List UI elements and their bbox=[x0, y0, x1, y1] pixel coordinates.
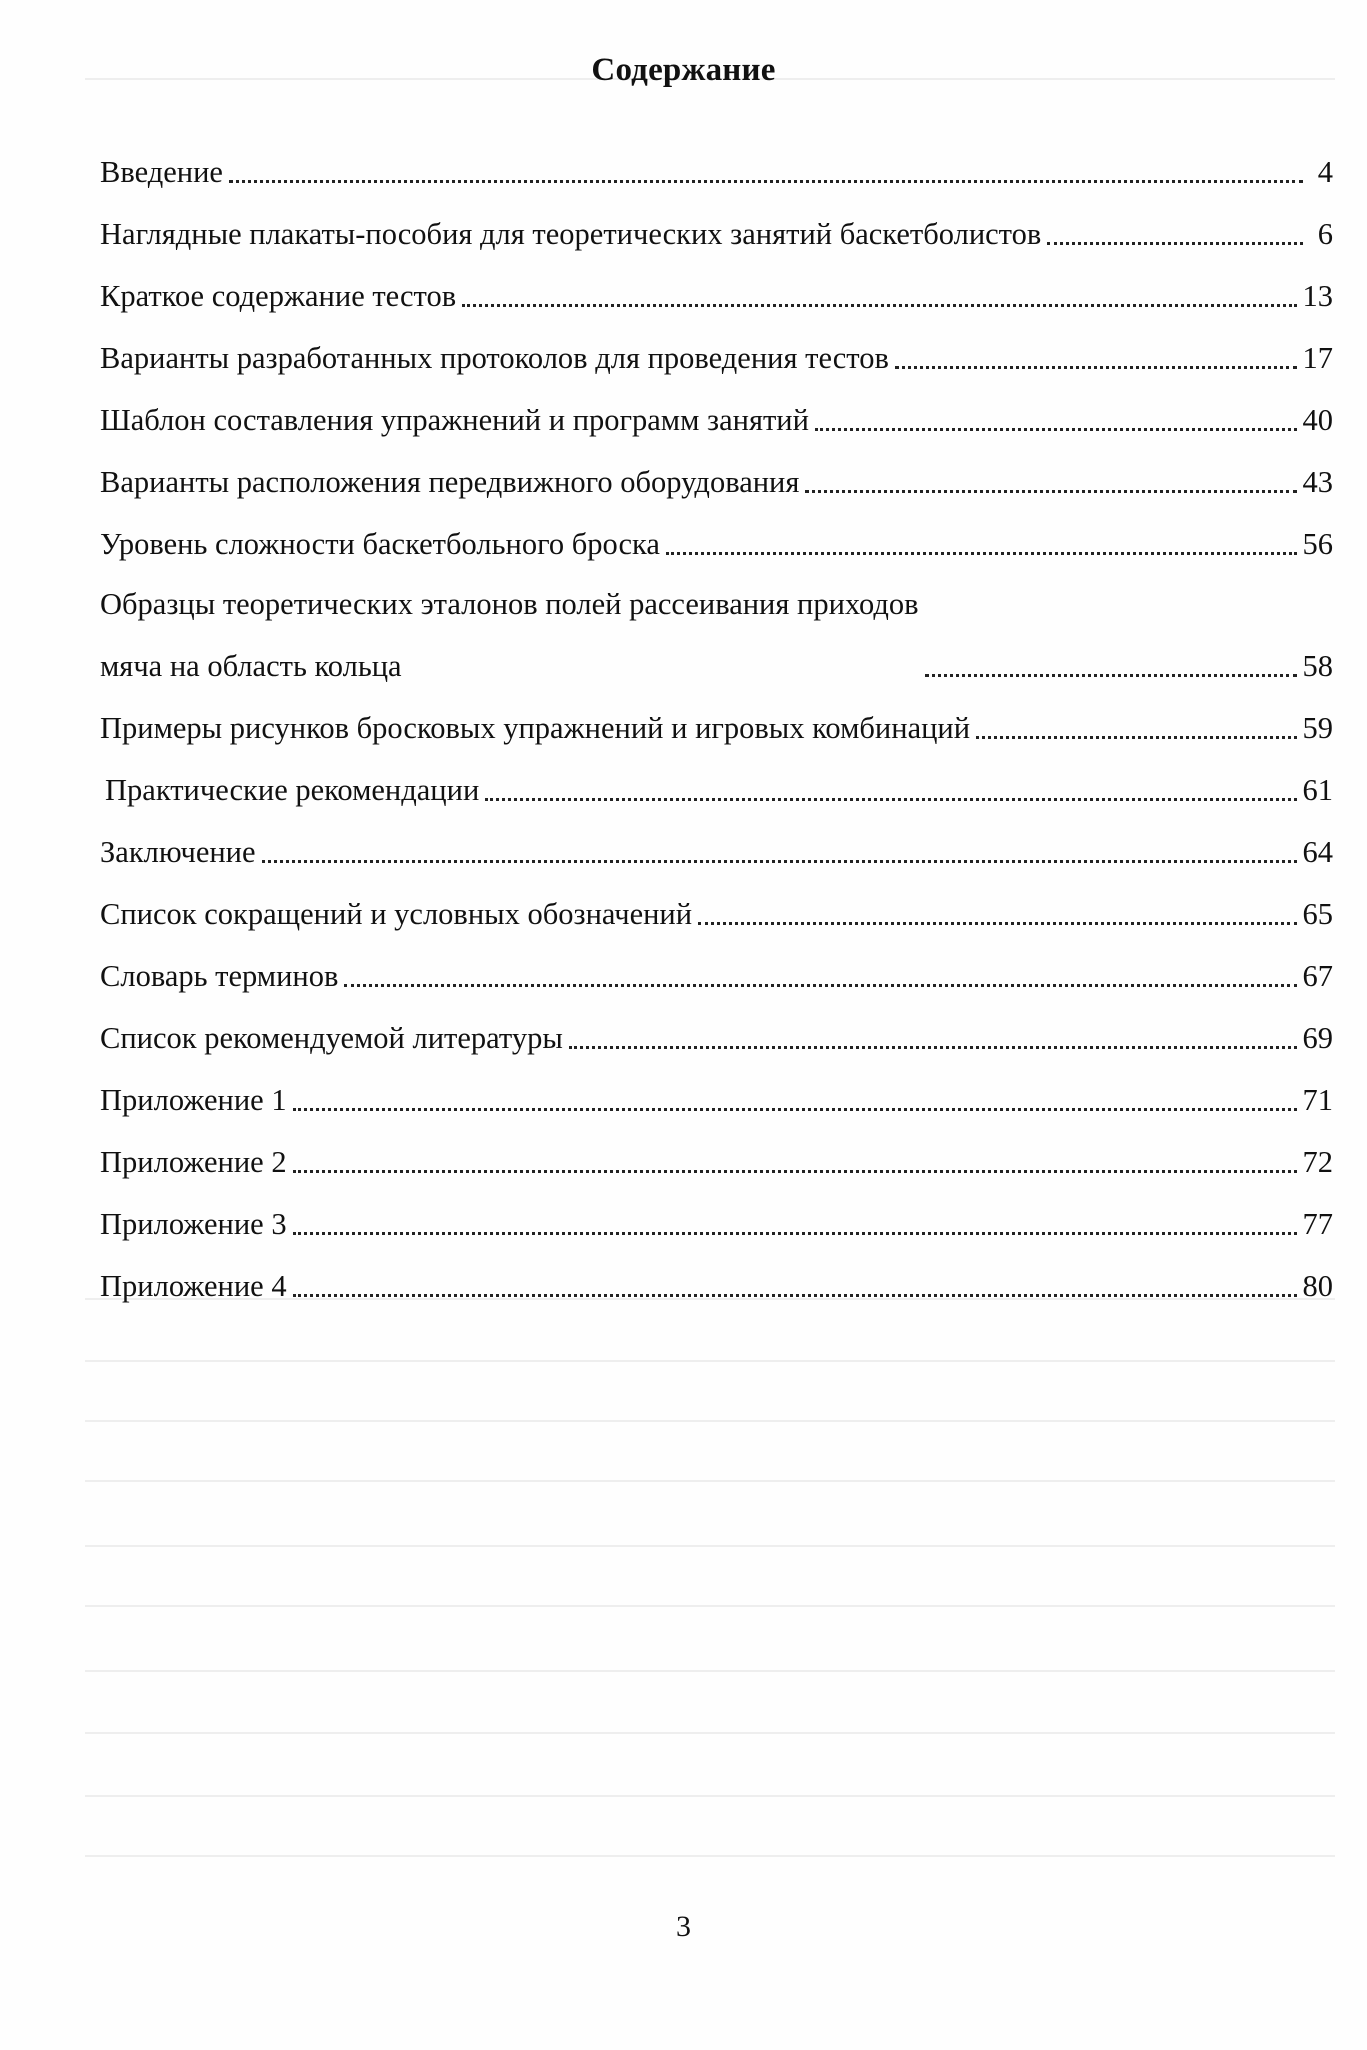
bleed-through-line bbox=[85, 1795, 1335, 1797]
toc-entry-title: Приложение 4 bbox=[100, 1269, 287, 1303]
toc-entry-title: Шаблон составления упражнений и программ занятий bbox=[100, 403, 809, 437]
bleed-through-line bbox=[85, 1360, 1335, 1362]
toc-entry-title: Заключение bbox=[100, 835, 256, 869]
toc-entry-page: 71 bbox=[1302, 1083, 1333, 1117]
toc-entry-title: Уровень сложности баскетбольного броска bbox=[100, 527, 660, 561]
dot-leader bbox=[229, 180, 1303, 183]
dot-leader bbox=[815, 428, 1297, 431]
toc-entry bbox=[100, 202, 1333, 254]
toc-entry bbox=[100, 512, 1333, 564]
toc-entry bbox=[100, 882, 1333, 934]
toc-entry-page: 65 bbox=[1302, 897, 1333, 931]
page-title: Содержание bbox=[591, 52, 776, 88]
dot-leader bbox=[462, 304, 1296, 307]
toc-entry bbox=[100, 1254, 1333, 1306]
toc-entry-page: 4 bbox=[1317, 155, 1333, 189]
bleed-through-line bbox=[85, 1545, 1335, 1547]
dot-leader bbox=[1047, 242, 1303, 245]
toc-entry-page: 67 bbox=[1302, 959, 1333, 993]
dot-leader bbox=[485, 798, 1296, 801]
toc-entry-title: Практические рекомендации bbox=[105, 773, 480, 807]
toc-entry-page: 40 bbox=[1302, 403, 1333, 437]
bleed-through-line bbox=[85, 1480, 1335, 1482]
toc-entry bbox=[100, 1006, 1333, 1058]
toc-entry bbox=[100, 326, 1333, 378]
toc-entry-title: Наглядные плакаты-пособия для теоретических занятий баскетболистов bbox=[100, 217, 1042, 251]
toc-entry-title: Примеры рисунков бросковых упражнений и игровых комбинаций bbox=[100, 711, 971, 745]
toc-entry bbox=[100, 264, 1333, 316]
toc-entry bbox=[100, 696, 1333, 748]
dot-leader bbox=[805, 490, 1296, 493]
dot-leader bbox=[976, 736, 1296, 739]
toc-entry-page: 58 bbox=[1302, 649, 1333, 683]
dot-leader bbox=[293, 1108, 1297, 1111]
toc-entry-page: 17 bbox=[1302, 341, 1333, 375]
toc-entry-page: 43 bbox=[1302, 465, 1333, 499]
bleed-through-line bbox=[85, 1732, 1335, 1734]
toc-entry-page: 59 bbox=[1302, 711, 1333, 745]
toc-entry bbox=[100, 574, 1333, 686]
dot-leader bbox=[895, 366, 1297, 369]
dot-leader bbox=[569, 1046, 1297, 1049]
dot-leader bbox=[293, 1232, 1297, 1235]
toc-entry-title: Список рекомендуемой литературы bbox=[100, 1021, 563, 1055]
toc-entry bbox=[100, 944, 1333, 996]
page-number: 3 bbox=[676, 1910, 691, 1943]
toc-entry-title: Словарь терминов bbox=[100, 959, 339, 993]
bleed-through-line bbox=[85, 1670, 1335, 1672]
toc-entry-page: 56 bbox=[1302, 527, 1333, 561]
bleed-through-line bbox=[85, 1855, 1335, 1857]
toc-entry bbox=[100, 1192, 1333, 1244]
toc-entry-title: Список сокращений и условных обозначений bbox=[100, 897, 693, 931]
toc-entry bbox=[100, 388, 1333, 440]
toc-entry bbox=[100, 1068, 1333, 1120]
dot-leader bbox=[293, 1170, 1297, 1173]
dot-leader bbox=[293, 1294, 1297, 1297]
toc-entry-page: 72 bbox=[1302, 1145, 1333, 1179]
bleed-through-line bbox=[85, 1420, 1335, 1422]
toc-entry bbox=[100, 1130, 1333, 1182]
toc-entry bbox=[100, 758, 1333, 810]
dot-leader bbox=[344, 984, 1296, 987]
toc-entry-page: 80 bbox=[1302, 1269, 1333, 1303]
toc-entry bbox=[100, 450, 1333, 502]
toc-entry-title: Введение bbox=[100, 155, 223, 189]
toc-entry bbox=[100, 140, 1333, 192]
toc-entry-page: 77 bbox=[1302, 1207, 1333, 1241]
bleed-through-line bbox=[85, 1605, 1335, 1607]
toc-entry-title: Приложение 3 bbox=[100, 1207, 287, 1241]
toc-entry-title-line1: Образцы теоретических эталонов полей рассеивания приходов bbox=[100, 587, 919, 621]
toc-entry-page: 6 bbox=[1317, 217, 1333, 251]
toc-entry-title: Варианты расположения передвижного оборудования bbox=[100, 465, 800, 499]
dot-leader bbox=[666, 552, 1297, 555]
dot-leader bbox=[925, 674, 1297, 677]
toc-entry-page: 13 bbox=[1302, 279, 1333, 313]
toc-entry bbox=[100, 820, 1333, 872]
dot-leader bbox=[698, 922, 1296, 925]
toc-entry-page: 61 bbox=[1302, 773, 1333, 807]
toc-entry-title-line2: мяча на область кольца bbox=[100, 649, 402, 683]
toc-entry-title: Приложение 1 bbox=[100, 1083, 287, 1117]
dot-leader bbox=[262, 860, 1297, 863]
toc-entry-title: Краткое содержание тестов bbox=[100, 279, 457, 313]
toc-entry-title: Приложение 2 bbox=[100, 1145, 287, 1179]
toc-entry-page: 69 bbox=[1302, 1021, 1333, 1055]
toc-entry-title: Варианты разработанных протоколов для проведения тестов bbox=[100, 341, 889, 375]
toc-entry-page: 64 bbox=[1302, 835, 1333, 869]
toc-entry-title bbox=[100, 584, 919, 686]
